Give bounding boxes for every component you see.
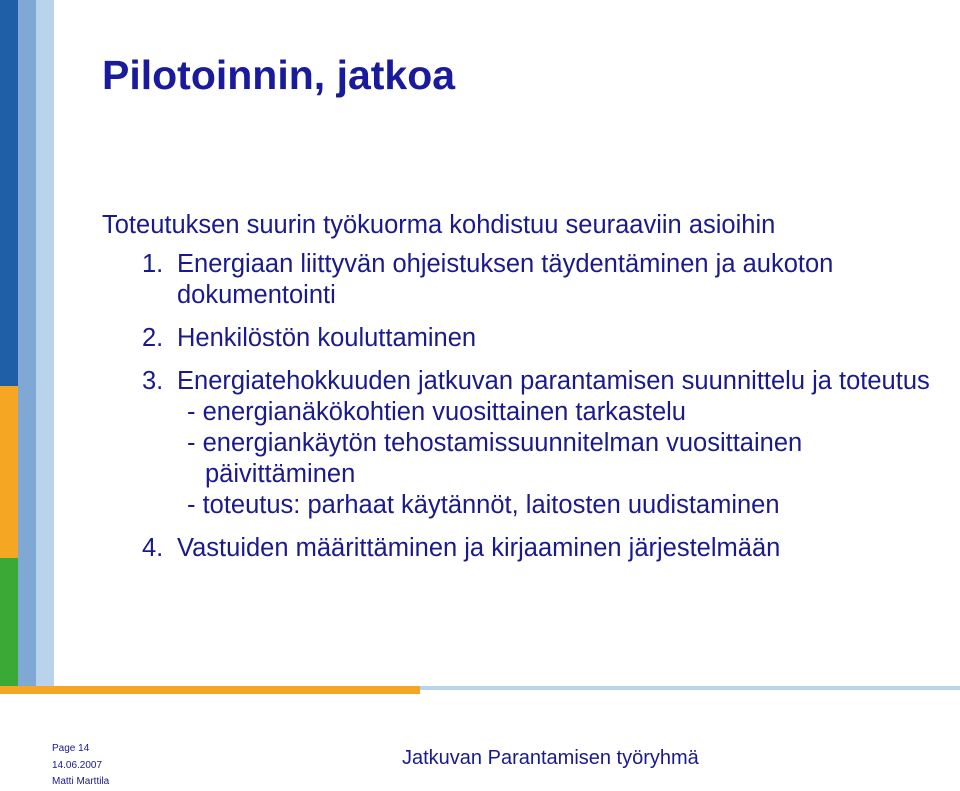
list-item-number: 3. <box>142 367 164 395</box>
sub-item: - energiankäytön tehostamissuunnitelman vuosittainen <box>187 429 803 457</box>
decor-stripe-dark <box>0 0 18 386</box>
decor-stripe-green <box>0 558 18 686</box>
list-item-3 <box>102 366 952 521</box>
list-item-number: 4. <box>142 534 164 562</box>
list-item-4 <box>102 533 952 564</box>
list-item-text: Henkilöstön kouluttaminen <box>177 324 477 352</box>
list-item-text: Energiatehokkuuden jatkuvan parantamisen suunnittelu ja toteutus <box>177 367 930 395</box>
list-item-2 <box>102 323 952 354</box>
page-number: Page 14 <box>52 743 90 754</box>
list-item-text: Vastuiden määrittäminen ja kirjaaminen järjestelmään <box>177 534 781 562</box>
intro-text: Toteutuksen suurin työkuorma kohdistuu seuraaviin asioihin <box>102 211 776 239</box>
decor-stripe-orange <box>0 386 18 558</box>
decor-bottom-bar-orange <box>0 686 420 694</box>
footer-meta <box>52 741 109 791</box>
list-item-number: 2. <box>142 324 164 352</box>
sub-item: - energianäkökohtien vuosittainen tarkastelu <box>187 398 686 426</box>
footer-date: 14.06.2007 <box>52 759 103 771</box>
list-item-number: 1. <box>142 250 164 278</box>
decor-stripe-light <box>36 0 54 686</box>
slide-title: Pilotoinnin, jatkoa <box>102 52 456 98</box>
sub-item: - toteutus: parhaat käytännöt, laitosten uudistaminen <box>187 491 780 519</box>
decor-stripe-mid <box>18 0 36 686</box>
list-item-text: Energiaan liittyvän ohjeistuksen täydentäminen ja aukoton dokumentointi <box>177 250 834 309</box>
sub-item-continuation: päivittäminen <box>205 460 356 488</box>
slide-content <box>102 210 952 576</box>
list-item-1 <box>102 249 952 311</box>
footer-author: Matti Marttila <box>52 776 110 787</box>
footer-group-name: Jatkuvan Parantamisen työryhmä <box>402 747 699 769</box>
